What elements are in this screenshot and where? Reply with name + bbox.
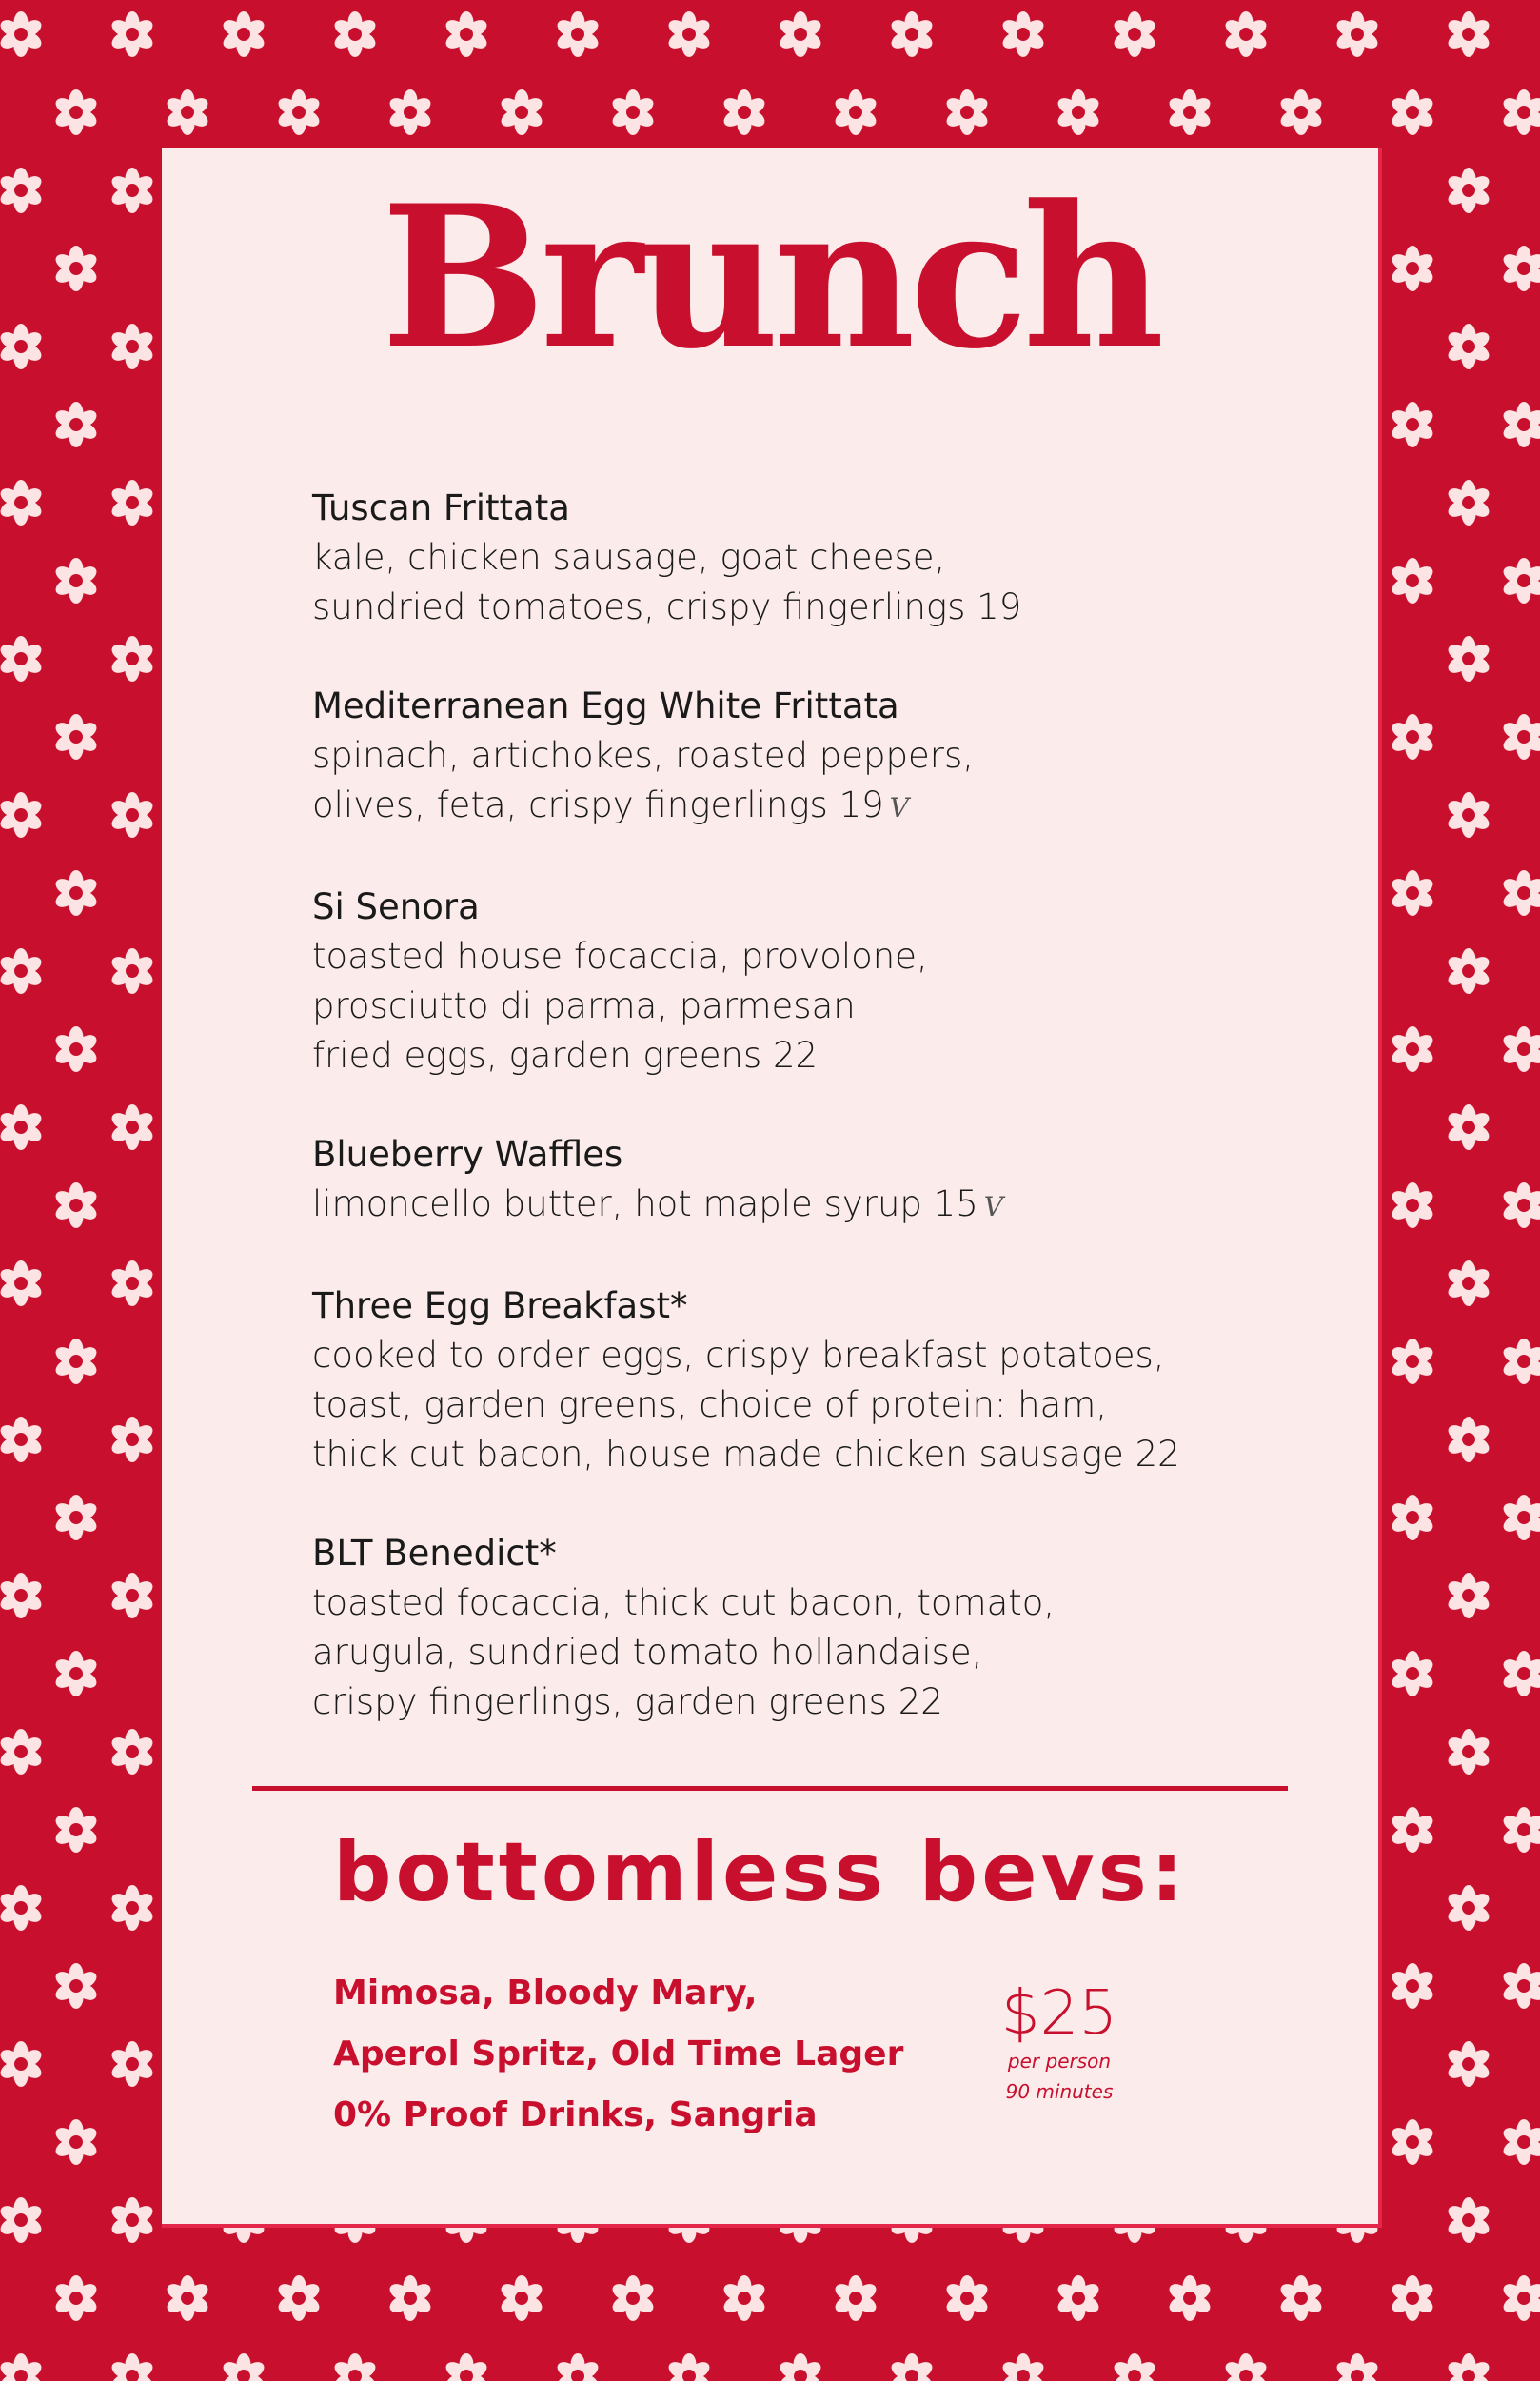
menu-item-blueberry-waffles [312, 1130, 1302, 1232]
section-divider [252, 1786, 1288, 1791]
menu-item-name: Tuscan Frittata [312, 487, 570, 528]
menu-item-description: toasted house focaccia, provolone, prosciutto di parma, parmesan fried eggs, garden greens 22 [312, 936, 928, 1076]
drinks-line: Mimosa, Bloody Mary, [333, 1974, 758, 2013]
page-title: Brunch [381, 164, 1159, 392]
menu-item-name: Mediterranean Egg White Frittata [312, 685, 899, 726]
menu-item-description: cooked to order eggs, crispy breakfast potatoes, toast, garden greens, choice of protein: ham, thick cut bacon, house made chicken sausage 22 [312, 1335, 1180, 1475]
bottomless-price: $25 [1000, 1978, 1118, 2049]
price-note-duration: 90 minutes [1005, 2080, 1114, 2104]
price-note-per-person: per person [1007, 2050, 1112, 2073]
menu-item-description: spinach, artichokes, roasted peppers, olives, feta, crispy fingerlings 19 V [312, 735, 974, 825]
drinks-line: 0% Proof Drinks, Sangria [333, 2095, 818, 2134]
menu-item-three-egg-breakfast [312, 1281, 1302, 1479]
menu-item-blt-benedict [312, 1529, 1302, 1727]
bottomless-heading: bottomless bevs: [333, 1825, 1188, 1920]
drinks-line: Aperol Spritz, Old Time Lager [333, 2034, 904, 2073]
menu-item-description: kale, chicken sausage, goat cheese, sundried tomatoes, crispy fingerlings 19 [312, 537, 1022, 627]
menu-item-mediterranean-frittata [312, 682, 1302, 833]
vegetarian-mark: V [889, 792, 909, 823]
menu-item-name: Three Egg Breakfast* [312, 1285, 688, 1326]
menu-item-description: limoncello butter, hot maple syrup 15 V [312, 1183, 1003, 1224]
menu-item-name: Si Senora [312, 886, 480, 927]
menu-item-tuscan-frittata [312, 484, 1302, 632]
bottomless-price-block [978, 1978, 1140, 2107]
bottomless-drinks-list [333, 1963, 903, 2146]
menu-item-name: BLT Benedict* [312, 1533, 557, 1574]
vegetarian-mark: V [983, 1191, 1003, 1222]
menu-item-description: toasted focaccia, thick cut bacon, tomato, arugula, sundried tomato hollandaise, crispy fingerlings, garden greens 22 [312, 1582, 1056, 1722]
menu-list [312, 484, 1302, 1776]
menu-item-name: Blueberry Waffles [312, 1134, 623, 1175]
menu-item-si-senora [312, 883, 1302, 1081]
